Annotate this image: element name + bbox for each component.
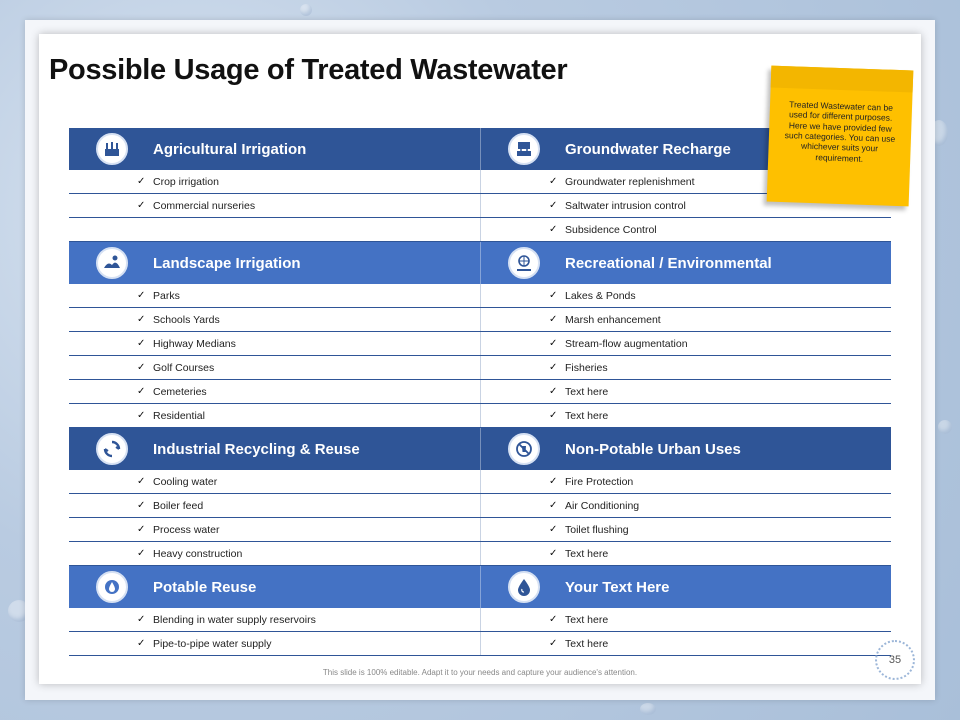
table-row xyxy=(69,332,891,356)
table-cell xyxy=(69,284,480,307)
table-cell xyxy=(480,632,891,655)
globe-hand-icon xyxy=(508,247,540,279)
section-header-cell xyxy=(69,566,480,608)
table-cell xyxy=(480,494,891,517)
table-cell xyxy=(69,356,480,379)
background-droplet xyxy=(640,703,656,715)
table-cell xyxy=(480,470,891,493)
table-cell xyxy=(69,542,480,565)
cell-text: Parks xyxy=(153,289,180,302)
check-icon: ✓ xyxy=(137,314,146,325)
cell-text: Marsh enhancement xyxy=(565,313,661,326)
table-row xyxy=(69,356,891,380)
check-icon: ✓ xyxy=(549,524,558,535)
section-title: Your Text Here xyxy=(565,578,670,596)
section-header-cell xyxy=(480,242,891,284)
section-header-cell xyxy=(69,428,480,470)
check-icon: ✓ xyxy=(549,224,558,235)
check-icon: ✓ xyxy=(549,176,558,187)
cell-text: Cooling water xyxy=(153,475,218,488)
page-number: 35 xyxy=(875,640,915,680)
table-row xyxy=(69,518,891,542)
check-icon: ✓ xyxy=(549,200,558,211)
section-header xyxy=(69,428,891,470)
cell-text: Fire Protection xyxy=(565,475,634,488)
table-cell xyxy=(480,518,891,541)
cell-text: Crop irrigation xyxy=(153,175,219,188)
table-row xyxy=(69,404,891,428)
table-cell xyxy=(69,404,480,427)
check-icon: ✓ xyxy=(549,500,558,511)
background-droplet xyxy=(300,4,312,16)
check-icon: ✓ xyxy=(137,524,146,535)
cell-text: Text here xyxy=(565,637,609,650)
table-cell xyxy=(69,170,480,193)
table-cell xyxy=(69,608,480,631)
section-title: Industrial Recycling & Reuse xyxy=(153,440,360,458)
section-title: Non-Potable Urban Uses xyxy=(565,440,741,458)
cell-text: Groundwater replenishment xyxy=(565,175,695,188)
cell-text: Text here xyxy=(565,385,609,398)
check-icon: ✓ xyxy=(137,362,146,373)
table-cell xyxy=(480,608,891,631)
no-drink-icon xyxy=(508,433,540,465)
check-icon: ✓ xyxy=(549,386,558,397)
sticky-note xyxy=(767,66,914,207)
cell-text: Blending in water supply reservoirs xyxy=(153,613,316,626)
check-icon: ✓ xyxy=(549,410,558,421)
recycle-icon xyxy=(96,433,128,465)
cell-text: Subsidence Control xyxy=(565,223,657,236)
check-icon: ✓ xyxy=(137,614,146,625)
check-icon: ✓ xyxy=(137,176,146,187)
table-row xyxy=(69,542,891,566)
section-header-cell xyxy=(480,566,891,608)
check-icon: ✓ xyxy=(549,338,558,349)
table-cell xyxy=(69,494,480,517)
cell-text: Text here xyxy=(565,547,609,560)
table-cell xyxy=(480,542,891,565)
table-cell xyxy=(480,356,891,379)
cell-text: Saltwater intrusion control xyxy=(565,199,686,212)
section-header-cell xyxy=(480,428,891,470)
check-icon: ✓ xyxy=(549,614,558,625)
table-cell xyxy=(480,332,891,355)
cell-text: Golf Courses xyxy=(153,361,215,374)
table-cell xyxy=(69,518,480,541)
cell-text: Air Conditioning xyxy=(565,499,640,512)
footer-text: This slide is 100% editable. Adapt it to your needs and capture your audience's attention. xyxy=(322,668,638,677)
table-cell xyxy=(69,332,480,355)
section-title: Recreational / Environmental xyxy=(565,254,772,272)
section-title: Potable Reuse xyxy=(153,578,257,596)
cell-text: Process water xyxy=(153,523,220,536)
table-row xyxy=(69,218,891,242)
table-row xyxy=(69,470,891,494)
cell-text: Text here xyxy=(565,613,609,626)
landscape-icon xyxy=(96,247,128,279)
section-title: Landscape Irrigation xyxy=(153,254,301,272)
cell-text: Text here xyxy=(565,409,609,422)
usage-table xyxy=(69,128,891,656)
table-row xyxy=(69,284,891,308)
check-icon: ✓ xyxy=(137,476,146,487)
section-title: Agricultural Irrigation xyxy=(153,140,307,158)
check-icon: ✓ xyxy=(137,290,146,301)
water-tower-icon xyxy=(508,133,540,165)
table-row xyxy=(69,308,891,332)
cell-text: Pipe-to-pipe water supply xyxy=(153,637,272,650)
table-cell xyxy=(480,404,891,427)
cell-text: Schools Yards xyxy=(153,313,220,326)
check-icon: ✓ xyxy=(137,638,146,649)
check-icon: ✓ xyxy=(137,200,146,211)
cell-text: Heavy construction xyxy=(153,547,243,560)
table-cell xyxy=(69,470,480,493)
section-title: Groundwater Recharge xyxy=(565,140,731,158)
cell-text: Cemeteries xyxy=(153,385,207,398)
irrigation-icon xyxy=(96,133,128,165)
table-cell xyxy=(480,380,891,403)
check-icon: ✓ xyxy=(549,638,558,649)
check-icon: ✓ xyxy=(549,362,558,373)
check-icon: ✓ xyxy=(137,548,146,559)
cell-text: Boiler feed xyxy=(153,499,204,512)
check-icon: ✓ xyxy=(549,548,558,559)
table-cell xyxy=(480,308,891,331)
table-row xyxy=(69,632,891,656)
check-icon: ✓ xyxy=(137,338,146,349)
table-cell xyxy=(69,380,480,403)
cell-text: Fisheries xyxy=(565,361,608,374)
table-cell xyxy=(69,308,480,331)
cell-text: Residential xyxy=(153,409,205,422)
section-header xyxy=(69,242,891,284)
table-row xyxy=(69,494,891,518)
table-cell xyxy=(69,218,480,241)
table-cell xyxy=(480,284,891,307)
check-icon: ✓ xyxy=(137,410,146,421)
slide-panel xyxy=(39,34,921,684)
section-header-cell xyxy=(69,242,480,284)
check-icon: ✓ xyxy=(137,386,146,397)
cell-text: Toilet flushing xyxy=(565,523,629,536)
cell-text: Highway Medians xyxy=(153,337,236,350)
table-cell xyxy=(480,218,891,241)
section-header-cell xyxy=(69,128,480,170)
slide-frame xyxy=(25,20,935,700)
cell-text: Stream-flow augmentation xyxy=(565,337,688,350)
background-droplet xyxy=(938,420,952,434)
table-cell xyxy=(69,194,480,217)
table-row xyxy=(69,380,891,404)
check-icon: ✓ xyxy=(549,290,558,301)
water-drop-icon xyxy=(96,571,128,603)
check-icon: ✓ xyxy=(549,476,558,487)
section-header xyxy=(69,566,891,608)
table-row xyxy=(69,608,891,632)
drop-icon xyxy=(508,571,540,603)
cell-text: Lakes & Ponds xyxy=(565,289,636,302)
sticky-note-text: Treated Wastewater can be used for different purposes. Here we have provided few such categories. You can use whichever suits your requirement. xyxy=(784,99,896,164)
cell-text: Commercial nurseries xyxy=(153,199,256,212)
sticky-note-fold xyxy=(771,66,914,93)
table-cell xyxy=(69,632,480,655)
check-icon: ✓ xyxy=(137,500,146,511)
check-icon: ✓ xyxy=(549,314,558,325)
page-title: Possible Usage of Treated Wastewater xyxy=(49,54,568,86)
